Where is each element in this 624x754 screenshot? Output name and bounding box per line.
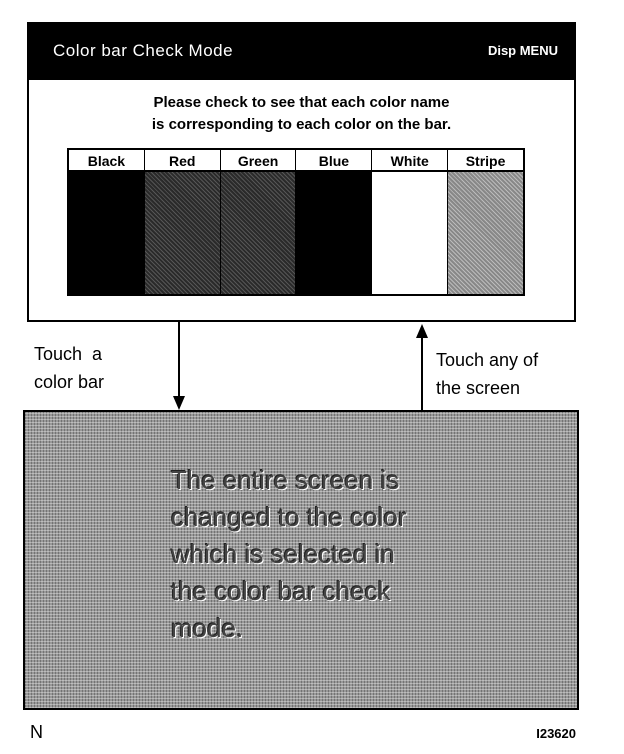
full-screen-line-5: mode. (171, 613, 244, 643)
color-bar-blue[interactable] (296, 150, 372, 294)
color-bar-label: Black (69, 150, 144, 172)
instruction-text (29, 92, 574, 136)
full-screen-line-1: The entire screen is (171, 465, 400, 495)
color-bar-green[interactable] (221, 150, 297, 294)
color-bar-stripe[interactable] (448, 150, 523, 294)
touch-bar-caption-line-2: color bar (34, 372, 105, 392)
touch-screen-caption-line-1: Touch any of (436, 350, 539, 370)
touch-bar-caption-line-1: Touch a (34, 344, 103, 364)
touch-screen-caption (436, 346, 538, 402)
down-arrow-head (173, 396, 185, 410)
full-screen-line-4: the color bar check (171, 576, 391, 606)
full-screen-line-2: changed to the color (171, 502, 407, 532)
full-color-screen[interactable] (23, 410, 579, 710)
color-bar-swatch[interactable] (221, 172, 296, 294)
color-bar-label: Blue (296, 150, 371, 172)
color-bar-check-screen (27, 22, 576, 322)
color-bar-swatch[interactable] (69, 172, 144, 294)
title-bar (29, 24, 574, 80)
color-bar-swatch[interactable] (448, 172, 523, 294)
full-screen-message (171, 462, 471, 647)
instruction-line-2: is corresponding to each color on the bar. (151, 116, 452, 133)
corner-mark: N (30, 722, 43, 742)
color-bar-label: White (372, 150, 447, 172)
color-bar-swatch[interactable] (372, 172, 447, 294)
screen-title: Color bar Check Mode (53, 41, 234, 60)
instruction-line-1: Please check to see that each color name (153, 94, 450, 111)
color-bar-swatch[interactable] (296, 172, 371, 294)
color-bar-white[interactable] (372, 150, 448, 294)
color-bar-swatch[interactable] (145, 172, 220, 294)
figure-id: I23620 (536, 726, 576, 741)
color-bars (67, 148, 525, 296)
disp-menu-button[interactable]: Disp MENU (487, 43, 558, 58)
color-bar-label: Stripe (448, 150, 523, 172)
touch-screen-caption-line-2: the screen (436, 378, 521, 398)
full-screen-line-3: which is selected in (171, 539, 395, 569)
up-arrow-head (416, 324, 428, 338)
color-bar-label: Green (221, 150, 296, 172)
color-bar-label: Red (145, 150, 220, 172)
touch-bar-caption (34, 340, 104, 396)
color-bar-red[interactable] (145, 150, 221, 294)
color-bar-black[interactable] (69, 150, 145, 294)
